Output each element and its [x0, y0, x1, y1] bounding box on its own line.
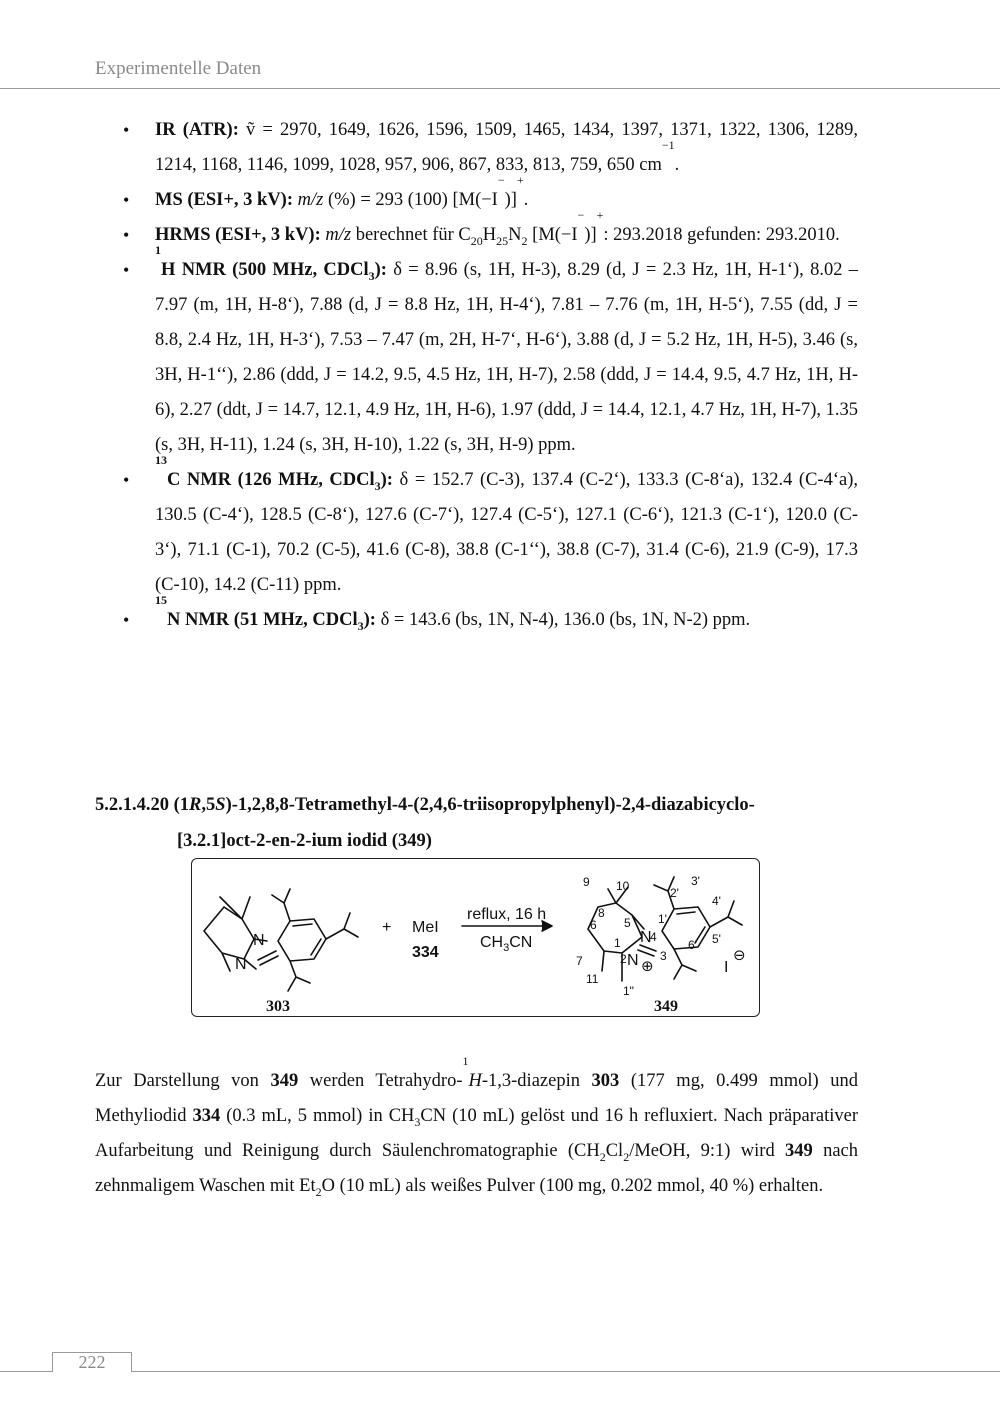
page-number: 222: [78, 1352, 106, 1372]
c-nmr-data: • $^{13}$C NMR (126 MHz, CDCl$_3$): δ = 152.7 (C-3), 137.4 (C-2‘), 133.3 (C-8‘a), 132.4 (C-4‘a), 130.5 (C-4‘), 128.5 (C-8‘), 127.6 (C-7‘), 127.4 (C-5‘), 127.1 (C-6‘), 121.3 (C-1‘), 120.0 (C-3‘), 71.1 (C-1), 70.2 (C-5), 41.6 (C-8), 38.8 (C-1‘‘), 38.8 (C-7), 31.4 (C-6), 21.9 (C-9), 17.3 (C-10), 14.2 (C-11) ppm.: [95, 463, 858, 603]
n-nmr-data: • $^{15}$N NMR (51 MHz, CDCl$_3$): δ = 143.6 (bs, 1N, N-4), 136.0 (bs, 1N, N-2) ppm.: [95, 603, 858, 638]
atom-label-2p: 2': [670, 886, 679, 900]
product-aryl-ring: [662, 907, 710, 949]
atom-label-10: 10: [616, 879, 630, 893]
product-n2: N: [627, 952, 639, 969]
atom-label-5: 5: [624, 916, 631, 930]
page-number-tab: [52, 1352, 132, 1372]
footer-rule: [0, 1371, 1000, 1372]
atom-label-1p: 1': [658, 912, 667, 926]
reactant-n2: N: [235, 956, 247, 973]
reaction-scheme: [191, 858, 760, 1017]
condition-top: reflux, 16 h: [467, 906, 547, 923]
reagent-name: MeI: [412, 919, 439, 936]
procedure-paragraph: Zur Darstellung von 349 werden Tetrahydro-$^1$H-1,3-diazepin 303 (177 mg, 0.499 mmol) und Methyliodid 334 (0.3 mL, 5 mmol) in $CH_3CN$ (10 mL) gelöst und 16 h refluxiert. Nach präparativer Aufarbeitung und Reinigung durch Säulenchromatographie ($CH_2Cl_2$/MeOH, 9:1) wird 349 nach zehnmaligem Waschen mit $Et_2O$ (10 mL) als weißes Pulver (100 mg, 0.202 mmol, 40 %) erhalten.: [95, 1054, 859, 1199]
product-isopropyl-bottom: [674, 949, 696, 979]
reaction-scheme-drawing: [192, 859, 759, 1016]
section-heading: 5.2.1.4.20 (1R,5S)-1,2,8,8-Tetramethyl-4-(2,4,6-triisopropylphenyl)-2,4-diazabicyclo- [3.2.1]oct-2-en-2-ium iodid (349): [95, 787, 865, 859]
reactant-isopropyl-top: [272, 889, 290, 921]
atom-label-1pp: 1": [623, 984, 634, 998]
atom-label-6p: 6': [688, 938, 697, 952]
product-cn-double-2: [638, 950, 654, 956]
ir-data: • IR (ATR): ṽ = 2970, 1649, 1626, 1596, 1509, 1465, 1434, 1397, 1371, 1322, 1306, 1289, 1214, 1168, 1146, 1099, 1028, 957, 906, 867, 833, 813, 759, 650 $cm^{-1}$.: [95, 113, 858, 183]
condition-bottom: $CH_3CN$: [480, 934, 533, 954]
iodide-label: I: [724, 959, 729, 976]
running-header: Experimentelle Daten: [95, 58, 262, 79]
atom-label-1: 1: [614, 936, 621, 950]
spectra-list: [95, 113, 858, 638]
atom-label-5p: 5': [712, 932, 721, 946]
atom-label-3: 3: [660, 949, 667, 963]
header-rule: [0, 88, 1000, 89]
reactant-compound-number: 303: [266, 998, 290, 1015]
hrms-data: • HRMS (ESI+, 3 kV): m/z berechnet für $C_{20}H_{25}N_2$ [M(−I−)]+: 293.2018 gefunden: 293.2010.: [95, 218, 858, 253]
negative-charge: ⊖: [733, 947, 746, 964]
product-compound-number: 349: [654, 998, 678, 1015]
section-heading-line2: [3.2.1]oct-2-en-2-ium iodid (349): [177, 831, 432, 851]
procedure-text: [95, 1054, 859, 1204]
product-n4: N: [640, 929, 652, 946]
characterization-data: [95, 113, 858, 638]
reactant-n4: N: [253, 932, 265, 949]
reagent-number: 334: [412, 944, 439, 961]
atom-label-4p: 4': [712, 894, 721, 908]
atom-label-4: 4: [650, 930, 657, 944]
atom-label-3p: 3': [691, 874, 700, 888]
plus-sign: +: [382, 919, 392, 936]
atom-label-2: 2: [620, 952, 627, 966]
atom-label-9: 9: [583, 875, 590, 889]
h-nmr-data: • $^1$H NMR (500 MHz, CDCl$_3$): δ = 8.96 (s, 1H, H-3), 8.29 (d, J = 2.3 Hz, 1H, H-1‘), 8.02 – 7.97 (m, 1H, H-8‘), 7.88 (d, J = 8.8 Hz, 1H, H-4‘), 7.81 – 7.76 (m, 1H, H-5‘), 7.55 (dd, J = 8.8, 2.4 Hz, 1H, H-3‘), 7.53 – 7.47 (m, 2H, H-7‘, H-6‘), 3.88 (d, J = 5.2 Hz, 1H, H-5), 3.46 (s, 3H, H-1‘‘), 2.86 (ddd, J = 14.2, 9.5, 4.5 Hz, 1H, H-7), 2.58 (ddd, J = 14.4, 9.5, 4.7 Hz, 1H, H-6), 2.27 (ddt, J = 14.7, 12.1, 4.9 Hz, 1H, H-6), 1.97 (ddd, J = 14.4, 12.1, 4.7 Hz, 1H, H-7), 1.35 (s, 3H, H-11), 1.24 (s, 3H, H-10), 1.22 (s, 3H, H-9) ppm.: [95, 253, 858, 463]
reactant-isopropyl-bottom: [288, 961, 310, 991]
reactant-aryl-ring: [278, 919, 326, 961]
positive-charge: ⊕: [641, 958, 654, 975]
ms-data: • MS (ESI+, 3 kV): m/z (%) = 293 (100) [M(−I−)]+.: [95, 183, 858, 218]
atom-label-7: 7: [576, 954, 583, 968]
atom-label-11: 11: [586, 972, 599, 986]
atom-label-8: 8: [598, 906, 605, 920]
reactant-isopropyl-para: [326, 913, 358, 939]
atom-label-6: 6: [590, 918, 597, 932]
